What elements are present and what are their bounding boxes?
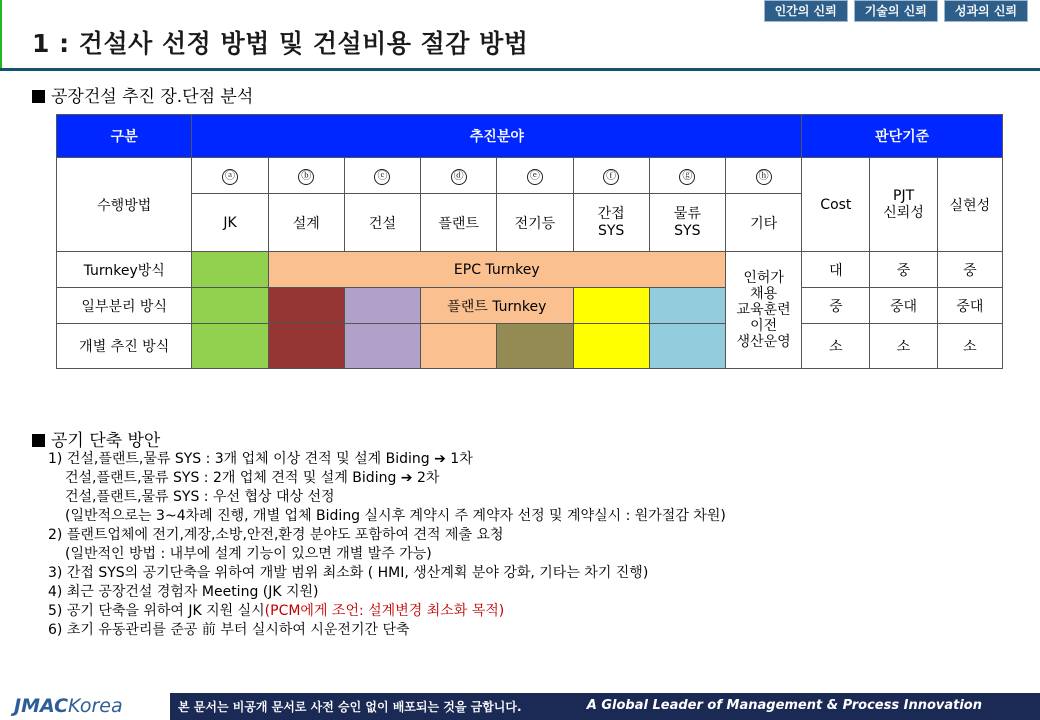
cell-brown xyxy=(268,324,344,369)
cell-olive xyxy=(497,324,573,369)
score-cost: 소 xyxy=(802,324,870,369)
area-letter: ⓐ xyxy=(192,158,268,194)
footer-tagline: A Global Leader of Management & Process Innovation xyxy=(586,698,982,713)
list-item: 1) 건설,플랜트,물류 SYS : 3개 업체 이상 견적 및 설계 Biding ➔ 1차 xyxy=(48,451,473,467)
band-epc-turnkey: EPC Turnkey xyxy=(268,252,725,288)
band-plant-turnkey: 플랜트 Turnkey xyxy=(421,288,573,324)
tab-result-trust[interactable]: 성과의 신뢰 xyxy=(944,0,1028,22)
cell-brown xyxy=(268,288,344,324)
area-jk: JK xyxy=(192,194,268,252)
header-gubun: 구분 xyxy=(57,115,192,158)
area-plant: 플랜트 xyxy=(421,194,497,252)
score-feasibility: 소 xyxy=(937,324,1002,369)
score-cost: 중 xyxy=(802,288,870,324)
row-partial-name: 일부분리 방식 xyxy=(57,288,192,324)
score-pjt: 소 xyxy=(870,324,937,369)
area-letter: ⓑ xyxy=(268,158,344,194)
page-title: 1 : 건설사 선정 방법 및 건설비용 절감 방법 xyxy=(32,29,529,58)
criteria-feasibility: 실현성 xyxy=(937,158,1002,252)
area-etc: 기타 xyxy=(725,194,801,252)
area-letter: ⓖ xyxy=(649,158,725,194)
footer xyxy=(0,693,1040,720)
area-construction: 건설 xyxy=(344,194,420,252)
area-logistics-sys: 물류 SYS xyxy=(649,194,725,252)
area-electric: 전기등 xyxy=(497,194,573,252)
area-letter: ⓒ xyxy=(344,158,420,194)
area-letter: ⓔ xyxy=(497,158,573,194)
header-field: 추진분야 xyxy=(192,115,802,158)
list-item: 2) 플랜트업체에 전기,계장,소방,안전,환경 분야도 포함하여 견적 제출 요청 xyxy=(48,527,504,543)
area-design: 설계 xyxy=(268,194,344,252)
criteria-pjt: PJT 신뢰성 xyxy=(870,158,937,252)
cell-yellow xyxy=(573,324,649,369)
top-tabs xyxy=(764,0,1028,22)
square-bullet-icon xyxy=(32,90,45,103)
list-item: 3) 간접 SYS의 공기단축을 위하여 개발 범위 최소화 ( HMI, 생산계획 분야 강화, 기타는 차기 진행) xyxy=(48,565,649,581)
method-label: 수행방법 xyxy=(57,158,192,252)
cell-purple xyxy=(344,288,420,324)
list-item: (일반적으로는 3~4차례 진행, 개별 업체 Biding 실시후 계약시 주 계약자 선정 및 계약실시 : 원가절감 차원) xyxy=(65,508,726,524)
cell-sky xyxy=(649,288,725,324)
etc-note: 인허가 채용 교육훈련 이전 생산운영 xyxy=(725,252,801,369)
area-letter: ⓓ xyxy=(421,158,497,194)
cell-sky xyxy=(649,324,725,369)
row-turnkey-name: Turnkey방식 xyxy=(57,252,192,288)
list-item: 4) 최근 공장건설 경험자 Meeting (JK 지원) xyxy=(48,584,319,600)
comparison-table xyxy=(56,114,1003,369)
cell-yellow xyxy=(573,288,649,324)
score-feasibility: 중대 xyxy=(937,288,1002,324)
list-item: (일반적인 방법 : 내부에 설계 기능이 있으면 개별 발주 가능) xyxy=(65,546,432,562)
accent-line xyxy=(0,0,2,70)
footer-bar xyxy=(170,693,1040,720)
list-item: 6) 초기 유동관리를 준공 前 부터 실시하여 시운전기간 단축 xyxy=(48,622,410,638)
score-feasibility: 중 xyxy=(937,252,1002,288)
cell-peach xyxy=(421,324,497,369)
list-item: 건설,플랜트,물류 SYS : 2개 업체 견적 및 설계 Biding ➔ 2차 xyxy=(65,470,440,486)
square-bullet-icon xyxy=(32,434,45,447)
area-letter: ⓗ xyxy=(725,158,801,194)
confidential-notice: 본 문서는 비공개 문서로 사전 승인 없이 배포되는 것을 금합니다. xyxy=(178,700,522,714)
list-item: 건설,플랜트,물류 SYS : 우선 협상 대상 선정 xyxy=(65,489,335,505)
cell-green xyxy=(192,288,268,324)
pcm-advice-note: (PCM에게 조언: 설계변경 최소화 목적) xyxy=(264,603,505,619)
title-divider xyxy=(0,68,1040,71)
score-cost: 대 xyxy=(802,252,870,288)
shortening-list xyxy=(48,450,726,640)
list-item: 5) 공기 단축을 위하여 JK 지원 실시(PCM에게 조언: 설계변경 최소화 목적) xyxy=(48,603,505,619)
tab-human-trust[interactable]: 인간의 신뢰 xyxy=(764,0,848,22)
section2-heading: 공기 단축 방안 xyxy=(32,426,160,451)
cell-green xyxy=(192,324,268,369)
tab-tech-trust[interactable]: 기술의 신뢰 xyxy=(854,0,938,22)
section1-heading: 공장건설 추진 장.단점 분석 xyxy=(32,82,253,107)
cell-purple xyxy=(344,324,420,369)
score-pjt: 중 xyxy=(870,252,937,288)
header-judge: 판단기준 xyxy=(802,115,1003,158)
cell-green xyxy=(192,252,268,288)
score-pjt: 중대 xyxy=(870,288,937,324)
area-letter: ⓕ xyxy=(573,158,649,194)
row-individual-name: 개별 추진 방식 xyxy=(57,324,192,369)
jmac-korea-logo: JMACKorea xyxy=(14,695,123,717)
criteria-cost: Cost xyxy=(802,158,870,252)
area-indirect-sys: 간접 SYS xyxy=(573,194,649,252)
